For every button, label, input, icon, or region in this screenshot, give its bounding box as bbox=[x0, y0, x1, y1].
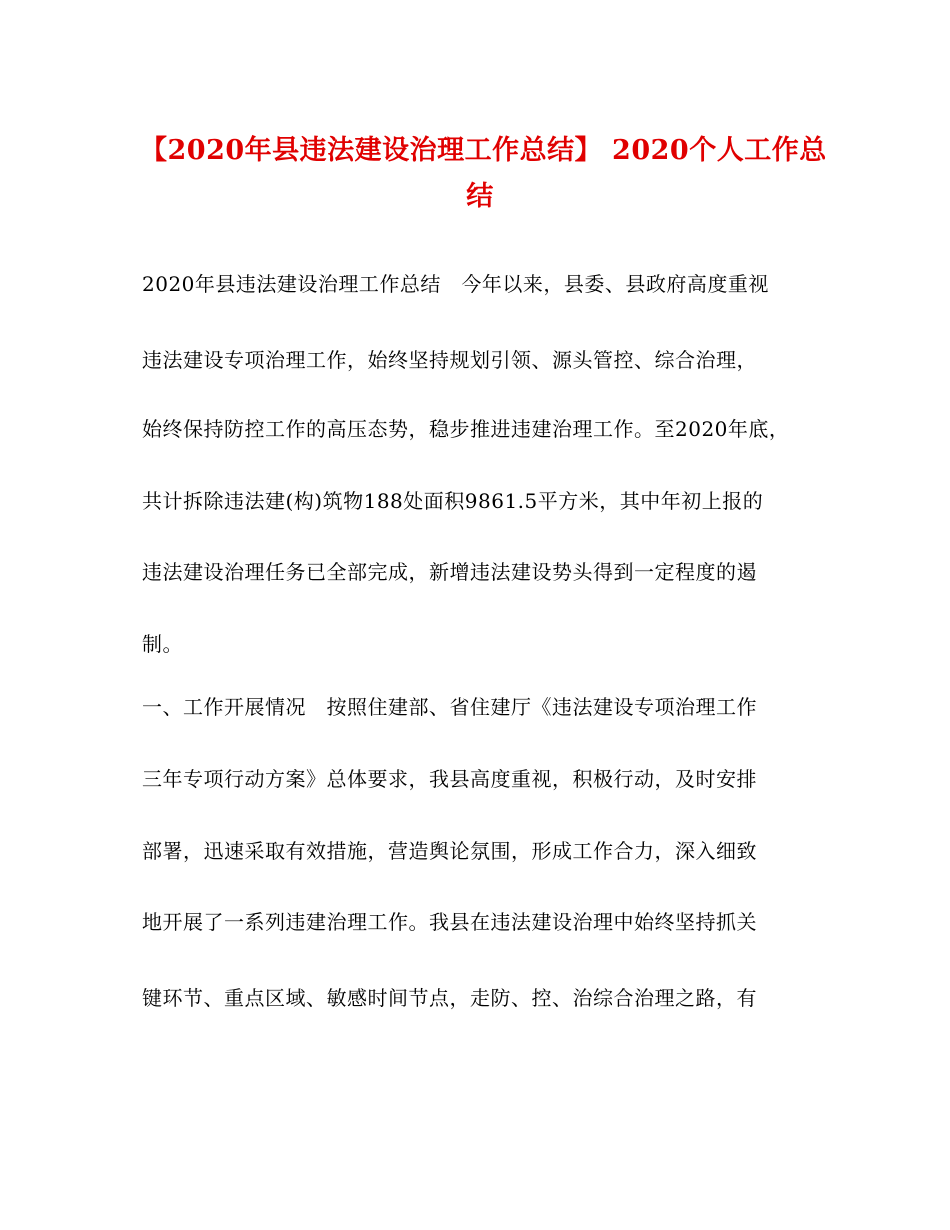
title-line-1: 【2020年县违法建设治理工作总结】 2020个人工作总 bbox=[140, 135, 827, 166]
body-line-8: 三年专项行动方案》总体要求，我县高度重视，积极行动，及时安排 bbox=[142, 767, 757, 791]
body-line-5: 违法建设治理任务已全部完成，新增违法建设势头得到一定程度的遏 bbox=[142, 560, 757, 584]
body-line-1: 2020年县违法建设治理工作总结 今年以来，县委、县政府高度重视 bbox=[142, 272, 769, 296]
document-title bbox=[140, 128, 827, 220]
title-line-2: 结 bbox=[466, 181, 494, 212]
body-line-9: 部署，迅速采取有效措施，营造舆论氛围，形成工作合力，深入细致 bbox=[142, 839, 757, 863]
body-line-2: 违法建设专项治理工作，始终坚持规划引领、源头管控、综合治理， bbox=[142, 348, 757, 372]
body-line-3: 始终保持防控工作的高压态势，稳步推进违建治理工作。至2020年底， bbox=[142, 417, 790, 441]
body-line-11: 键环节、重点区域、敏感时间节点，走防、控、治综合治理之路，有 bbox=[142, 986, 757, 1010]
body-line-7: 一、工作开展情况 按照住建部、省住建厅《违法建设专项治理工作 bbox=[142, 695, 757, 719]
body-line-6: 制。 bbox=[142, 632, 183, 656]
body-line-4: 共计拆除违法建(构)筑物188处面积9861.5平方米，其中年初上报的 bbox=[142, 489, 764, 513]
body-line-10: 地开展了一系列违建治理工作。我县在违法建设治理中始终坚持抓关 bbox=[142, 910, 757, 934]
